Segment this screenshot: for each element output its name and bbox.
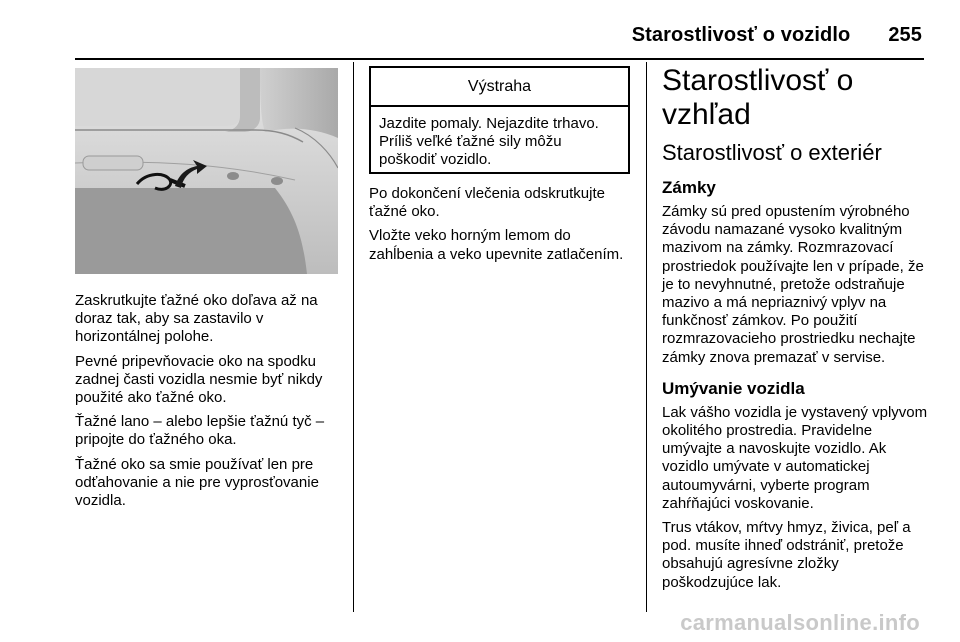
column-divider-right	[646, 62, 647, 612]
paragraph: Ťažné oko sa smie používať len pre odťahovanie a nie pre vyprosťovanie vozidla.	[75, 455, 319, 510]
subsection-heading-locks: Zámky	[662, 178, 716, 197]
running-title: Starostlivosť o vozidlo	[631, 24, 851, 46]
paragraph: Lak vášho vozidla je vystavený vplyvom okolitého prostredia. Pravidelne umývajte a navoskujte vozidlo. Ak vozidlo umývate v automatickej autoumyvárni, vyberte program zahŕňajúci voskovanie.	[662, 403, 928, 512]
header-rule	[75, 58, 924, 60]
column-divider-left	[353, 62, 354, 612]
chapter-heading: Starostlivosť o vzhľad	[662, 64, 854, 131]
warning-box	[369, 66, 630, 174]
subsection-heading-washing: Umývanie vozidla	[662, 378, 805, 398]
paragraph: Po dokončení vlečenia odskrutkujte ťažné oko.	[369, 185, 605, 221]
section-heading: Starostlivosť o exteriér	[662, 140, 882, 165]
paragraph: Zaskrutkujte ťažné oko doľava až na doraz tak, aby sa zastavilo v horizontálnej polohe.	[75, 292, 318, 346]
tow-eye-illustration	[75, 68, 338, 274]
page-header	[632, 24, 922, 47]
paragraph: Ťažné lano – alebo lepšie ťažnú tyč – pripojte do ťažného oka.	[75, 413, 325, 449]
paragraph: Zámky sú pred opustením výrobného závodu namazané vysoko kvalitným mazivom na zámky. Rozmrazovací prostriedok používajte len v prípade, že je to nevyhnutné, pretože odstraňuje mazivo a má nepriaznivý vplyv na funkčnosť zámkov. Po použití rozmrazovacieho prostriedku nechajte zámky znova premazať v servise.	[662, 203, 924, 366]
warning-title: Výstraha	[371, 68, 628, 107]
paragraph: Trus vtákov, mŕtvy hmyz, živica, peľ a pod. musíte ihneď odstrániť, pretože obsahujú agresívne zložky poškodzujúce lak.	[662, 519, 911, 591]
left-column	[75, 292, 345, 516]
watermark: carmanualsonline.info	[680, 610, 920, 635]
paragraph: Vložte veko horným lemom do zahĺbenia a veko upevnite zatlačením.	[369, 227, 624, 263]
warning-text: Jazdite pomaly. Nejazdite trhavo. Príliš veľké ťažné sily môžu poškodiť vozidlo.	[379, 115, 599, 169]
paragraph: Pevné pripevňovacie oko na spodku zadnej časti vozidla nesmie byť nikdy použité ako ťažné oko.	[75, 352, 323, 407]
page-number: 255	[888, 24, 922, 46]
right-column	[662, 64, 928, 598]
middle-column	[369, 185, 631, 270]
bumper-drawing	[75, 68, 338, 274]
